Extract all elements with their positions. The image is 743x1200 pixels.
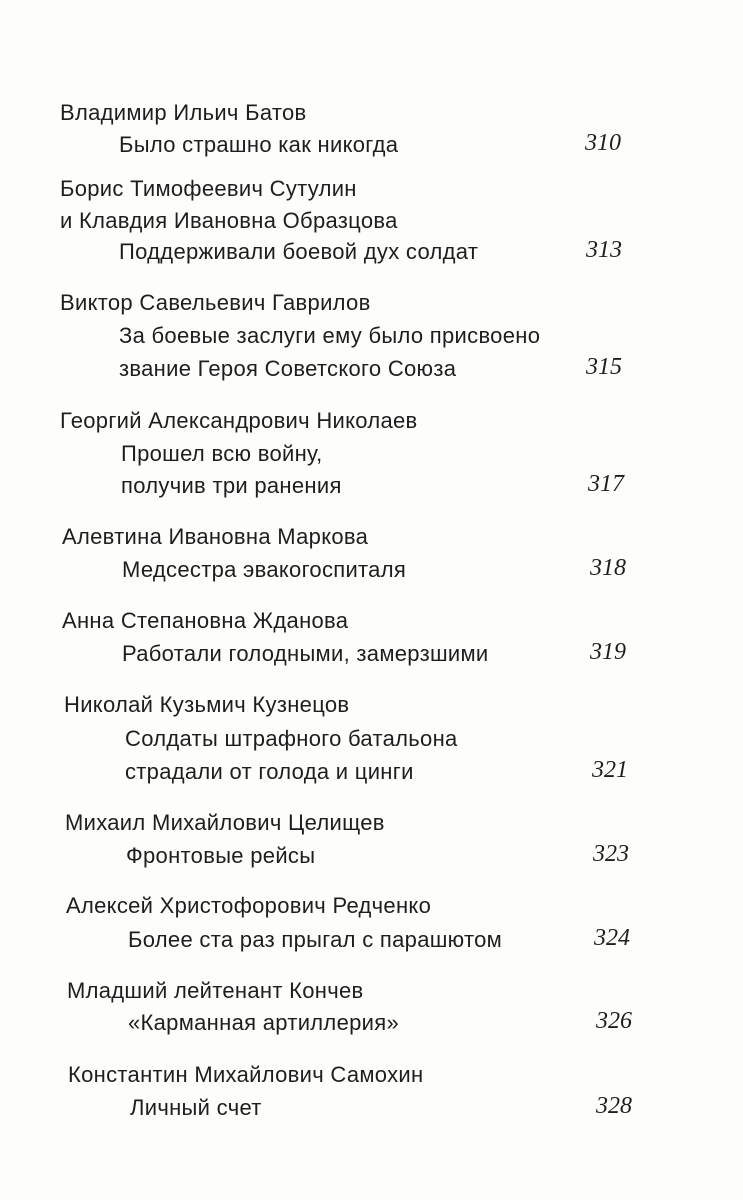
chapter-title: Более ста раз прыгал с парашютом	[128, 927, 503, 952]
page-number: 326	[596, 1008, 632, 1034]
chapter-title: За боевые заслуги ему было присвоено	[119, 323, 541, 348]
author-name: и Клавдия Ивановна Образцова	[60, 208, 398, 233]
chapter-title: Солдаты штрафного батальона	[125, 726, 458, 751]
page-number: 317	[588, 471, 624, 497]
chapter-title: Фронтовые рейсы	[126, 843, 316, 868]
chapter-title: Поддерживали боевой дух солдат	[119, 239, 479, 264]
author-name: Анна Степановна Жданова	[62, 608, 349, 633]
page-number: 310	[585, 130, 621, 156]
page-number: 319	[590, 639, 626, 665]
page-number: 318	[590, 555, 626, 581]
chapter-title: получив три ранения	[121, 473, 342, 498]
author-name: Константин Михайлович Самохин	[68, 1062, 424, 1087]
page-number: 324	[594, 925, 630, 951]
page-number: 328	[596, 1093, 632, 1119]
author-name: Борис Тимофеевич Сутулин	[60, 176, 357, 201]
chapter-title: Было страшно как никогда	[119, 132, 399, 157]
author-name: Михаил Михайлович Целищев	[65, 810, 385, 835]
author-name: Владимир Ильич Батов	[60, 100, 307, 125]
author-name: Георгий Александрович Николаев	[60, 408, 418, 433]
author-name: Младший лейтенант Кончев	[67, 978, 364, 1003]
page-number: 321	[592, 757, 628, 783]
chapter-title: Медсестра эвакогоспиталя	[122, 557, 407, 582]
chapter-title: Работали голодными, замерзшими	[122, 641, 489, 666]
chapter-title: Прошел всю войну,	[121, 441, 323, 466]
page-number: 315	[586, 354, 622, 380]
chapter-title: страдали от голода и цинги	[125, 759, 414, 784]
author-name: Алевтина Ивановна Маркова	[62, 524, 369, 549]
author-name: Николай Кузьмич Кузнецов	[64, 692, 350, 717]
page-number: 323	[593, 841, 629, 867]
chapter-title: Личный счет	[130, 1095, 262, 1120]
page-number: 313	[586, 237, 622, 263]
chapter-title: звание Героя Советского Союза	[119, 356, 457, 381]
author-name: Алексей Христофорович Редченко	[66, 893, 432, 918]
chapter-title: «Карманная артиллерия»	[128, 1010, 399, 1035]
author-name: Виктор Савельевич Гаврилов	[60, 290, 371, 315]
